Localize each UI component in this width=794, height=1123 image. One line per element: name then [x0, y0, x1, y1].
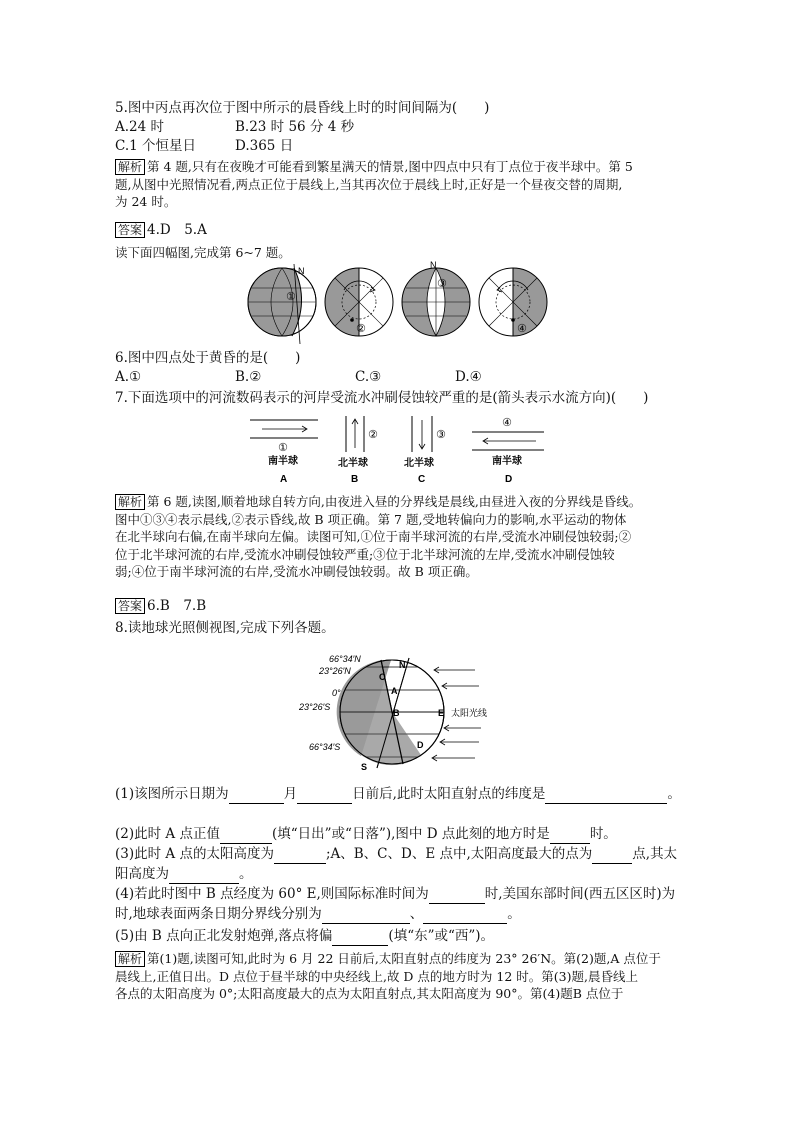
- q6-options: [115, 369, 685, 387]
- intro-6-7: 读下面四幅图,完成第 6~7 题。: [115, 245, 291, 260]
- river-c-hemi: 北半球: [404, 458, 434, 469]
- exp1-line-1: 第 4 题,只有在夜晚才可能看到繁星满天的情景,图中四点中只有丁点位于夜半球中。第 5: [147, 159, 633, 174]
- blank-max-height[interactable]: [169, 869, 239, 884]
- q8-sub4b-text-a: 时,地球表面两条日期分界线分别为: [115, 906, 322, 922]
- answer-2: [115, 598, 685, 616]
- q8-sub1-text-b: 月: [283, 786, 298, 802]
- river-c: [404, 416, 446, 485]
- q8-sub1: [115, 786, 685, 804]
- q7-stem: 7.下面选项中的河流数码表示的河岸受流水冲刷侵蚀较严重的是(箭头表示水流方向)( ): [115, 390, 649, 406]
- exp2-line-1: 第 6 题,读图,顺着地球自转方向,由夜进入昼的分界线是晨线,由昼进入夜的分界线是昏线。: [147, 494, 642, 509]
- river-a-hemi: 南半球: [268, 456, 298, 467]
- daan-label-2: 答案: [115, 598, 145, 614]
- q8-sub5: [115, 928, 685, 946]
- q6-option-b: B.②: [235, 369, 262, 385]
- globe-2: [325, 268, 393, 336]
- n-label: N: [399, 660, 406, 670]
- globe-3: [402, 260, 470, 336]
- explanation-3: [115, 950, 685, 1003]
- river-d-letter: D: [505, 474, 513, 485]
- explanation-1: [115, 158, 685, 211]
- globe-1: [248, 264, 316, 344]
- exp2-line-2: 图中①③④表示晨线,②表示昏线,故 B 项正确。第 7 题,受地转偏向力的影响,水平运动的物体: [115, 511, 627, 527]
- answer-1: [115, 222, 685, 240]
- s-label: S: [361, 762, 368, 772]
- globe-diagrams: [240, 260, 550, 344]
- point-a-label: A: [391, 686, 398, 696]
- q5-option-b: B.23 时 56 分 4 秒: [235, 119, 355, 135]
- blank-max-point[interactable]: [592, 849, 632, 864]
- river-c-num: ③: [436, 429, 446, 441]
- blank-sunrise-sunset[interactable]: [220, 829, 272, 844]
- river-d-num: ④: [502, 417, 512, 429]
- q8-stem: 8.读地球光照侧视图,完成下列各题。: [115, 620, 335, 636]
- river-d: [472, 417, 544, 485]
- exp2-line-5: 弱;④位于南半球河流的右岸,受流水冲刷侵蚀较弱。故 B 项正确。: [115, 564, 478, 579]
- q8-sub3-text-c: 点,其太: [632, 846, 678, 862]
- river-b-hemi: 北半球: [338, 458, 368, 469]
- q8-sub4-line2: [115, 906, 685, 924]
- q5-option-c: C.1 个恒星日: [115, 138, 197, 154]
- jiexi-label: 解析: [115, 159, 145, 175]
- q6-stem: 6.图中四点处于黄昏的是( ): [115, 350, 301, 366]
- q8-sub3-line2: [115, 866, 685, 884]
- exp3-line-1: 第(1)题,读图可知,此时为 6 月 22 日前后,太阳直射点的纬度为 23° 26′N。第(2)题,A 点位于: [147, 951, 661, 966]
- q8-sub1-text-a: (1)该图所示日期为: [115, 786, 229, 802]
- q8-sub1-text-d: 。: [667, 786, 681, 802]
- globe1-n-label: N: [298, 266, 305, 276]
- q8-sub4b-text-c: 。: [507, 906, 521, 922]
- globe3-point-label: ③: [437, 278, 447, 290]
- exp2-line-4: 位于北半球河流的右岸,受流水冲刷侵蚀较严重;③位于北半球河流的左岸,受流水冲刷侵蚀较: [115, 546, 615, 562]
- exp3-line-2: 晨线上,正值日出。D 点位于昼半球的中央经线上,故 D 点的地方时为 12 时。第(3)题,晨昏线上: [115, 968, 638, 984]
- river-b: [338, 416, 378, 485]
- sunlight-label: 太阳光线: [451, 708, 488, 718]
- river-d-hemi: 南半球: [492, 456, 522, 467]
- explanation-2: [115, 493, 685, 581]
- q6-option-c: C.③: [355, 369, 382, 385]
- blank-utc-time[interactable]: [429, 889, 485, 904]
- q8-sub1-text-c: 日前后,此时太阳直射点的纬度是: [352, 786, 546, 802]
- lat-23n-label: 23°26′N: [319, 666, 351, 676]
- q8-sub2: [115, 826, 685, 844]
- lat-0-label: 0°: [332, 688, 341, 698]
- blank-month[interactable]: [229, 789, 284, 804]
- river-a-letter: A: [280, 474, 288, 485]
- daan-label: 答案: [115, 222, 145, 238]
- q8-sub5-text-a: (5)由 B 点向正北发射炮弹,落点将偏: [115, 928, 333, 944]
- q8-sub2-text-c: 时。: [589, 826, 617, 842]
- globe2-point-label: ②: [356, 323, 366, 335]
- exp2-line-3: 在北半球向右偏,在南半球向左偏。读图可知,①位于南半球河流的右岸,受流水冲刷侵蚀较弱;②: [115, 529, 632, 544]
- earth-illumination-diagram: [295, 650, 525, 776]
- globe1-point-label: ①: [286, 291, 296, 303]
- q5-option-a: A.24 时: [115, 119, 165, 135]
- jiexi-label-2: 解析: [115, 494, 145, 510]
- globe4-point-label: ④: [517, 323, 527, 335]
- lat-66s-label: 66°34′S: [309, 742, 341, 752]
- q8-sub3-text-b: ;A、B、C、D、E 点中,太阳高度最大的点为: [325, 846, 593, 862]
- river-a: [250, 420, 318, 485]
- river-diagrams: [240, 412, 560, 488]
- exp1-line-2: 题,从图中光照情况看,两点正位于晨线上,当其再次位于晨线上时,正好是一个昼夜交替的周期,: [115, 176, 623, 192]
- river-b-num: ②: [368, 429, 378, 441]
- point-d-label: D: [417, 740, 424, 750]
- q8-sub4-text-b: 时,美国东部时间(西五区区时)为: [484, 886, 676, 902]
- q8-sub5-text-b: (填“东”或“西”)。: [388, 928, 495, 944]
- q8-sub4-text-a: (4)若此时图中 B 点经度为 60° E,则国际标准时间为: [115, 886, 429, 902]
- lat-23s-label: 23°26′S: [299, 702, 331, 712]
- globe-4: [479, 268, 547, 336]
- lat-66n-label: 66°34′N: [329, 654, 361, 664]
- river-c-letter: C: [418, 474, 426, 485]
- q6-option-a: A.①: [115, 369, 142, 385]
- river-b-letter: B: [351, 474, 359, 485]
- point-b-label: B: [393, 708, 400, 718]
- globe3-n-label: N: [430, 260, 437, 270]
- blank-deflection[interactable]: [332, 931, 388, 946]
- blank-d-local-time[interactable]: [550, 829, 590, 844]
- q8-sub3b-text-b: 。: [239, 866, 253, 882]
- answer-1-text: 4.D 5.A: [147, 222, 207, 238]
- blank-subsolar-lat[interactable]: [545, 789, 667, 804]
- blank-day[interactable]: [297, 789, 352, 804]
- answer-2-text: 6.B 7.B: [147, 598, 207, 614]
- point-e-label: E: [438, 708, 445, 718]
- point-c-label: C: [379, 672, 386, 682]
- river-a-num: ①: [278, 442, 288, 454]
- exp3-line-3: 各点的太阳高度为 0°;太阳高度最大的点为太阳直射点,其太阳高度为 90°。第(4)题B 点位于: [115, 986, 624, 1001]
- q5-options-row1: [115, 119, 685, 137]
- q5-options-row2: [115, 138, 685, 156]
- blank-dateline-1[interactable]: [322, 909, 410, 924]
- q8-sub4b-text-b: 、: [409, 906, 424, 922]
- q8-sub3b-text-a: 阳高度为: [115, 866, 169, 882]
- exp1-line-3: 为 24 时。: [115, 194, 177, 209]
- q8-sub3-line1: [115, 846, 685, 864]
- blank-dateline-2[interactable]: [423, 909, 507, 924]
- q8-sub3-text-a: (3)此时 A 点的太阳高度为: [115, 846, 274, 862]
- q8-sub4-line1: [115, 886, 685, 904]
- q5-option-d: D.365 日: [235, 138, 294, 154]
- q6-option-d: D.④: [455, 369, 482, 385]
- q5-stem: 5.图中丙点再次位于图中所示的晨昏线上时的时间间隔为( ): [115, 100, 490, 116]
- blank-a-sun-height[interactable]: [274, 849, 326, 864]
- q8-sub2-text-b: (填“日出”或“日落”),图中 D 点此刻的地方时是: [271, 826, 550, 842]
- q8-sub2-text-a: (2)此时 A 点正值: [115, 826, 220, 842]
- jiexi-label-3: 解析: [115, 951, 145, 967]
